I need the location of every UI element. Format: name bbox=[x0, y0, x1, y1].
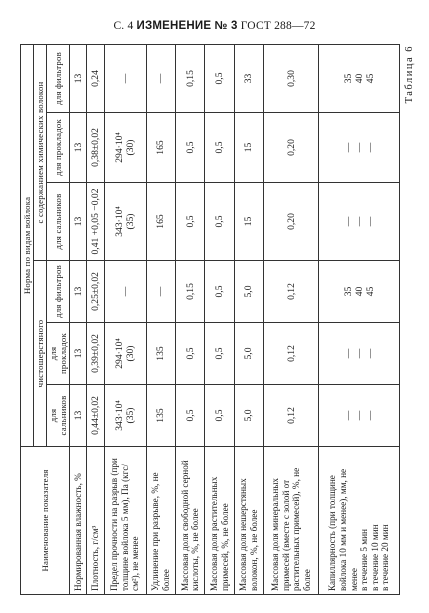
page-header bbox=[0, 20, 429, 32]
value-cell: 35 40 45 bbox=[319, 44, 400, 112]
value-cell: 0,24 bbox=[87, 44, 104, 112]
value-cell: — — — bbox=[319, 183, 400, 261]
value-cell: — bbox=[146, 44, 175, 112]
header-sub: для фильтров bbox=[47, 44, 70, 112]
value-cell: 5,0 bbox=[234, 261, 263, 323]
value-cell: 294·10⁴ (30) bbox=[104, 113, 146, 183]
value-cell: 343·10⁴ (35) bbox=[104, 385, 146, 447]
value-cell: 294·10⁴ (30) bbox=[104, 323, 146, 385]
table-row bbox=[264, 44, 319, 594]
value-cell: 13 bbox=[70, 323, 87, 385]
page-number: С. 4 bbox=[113, 20, 134, 32]
header-indicator: Наименование показателя bbox=[21, 447, 70, 595]
value-cell: — — — bbox=[319, 323, 400, 385]
value-cell: 0,5 bbox=[176, 113, 205, 183]
value-cell: 13 bbox=[70, 113, 87, 183]
rotated-table-area bbox=[20, 45, 415, 595]
standard-code: ГОСТ 288—72 bbox=[240, 20, 316, 32]
header-group-chem: с содержанием химических волокон bbox=[34, 44, 47, 260]
value-cell: 0,15 bbox=[176, 44, 205, 112]
table-row bbox=[70, 44, 87, 594]
value-cell: 343·10⁴ (35) bbox=[104, 183, 146, 261]
value-cell: 0,15 bbox=[176, 261, 205, 323]
header-sub: для сальников bbox=[47, 183, 70, 261]
value-cell: 15 bbox=[234, 113, 263, 183]
value-cell: 0,5 bbox=[176, 183, 205, 261]
header-sub: для прокладок bbox=[47, 113, 70, 183]
table-row bbox=[176, 44, 205, 594]
value-cell: 165 bbox=[146, 113, 175, 183]
value-cell: 0,5 bbox=[205, 261, 234, 323]
header-sub: для сальников bbox=[47, 385, 70, 447]
indicator-name: Плотность, г/см³ bbox=[87, 447, 104, 595]
value-cell: — bbox=[104, 261, 146, 323]
table-body bbox=[70, 44, 400, 594]
value-cell: — — — bbox=[319, 113, 400, 183]
value-cell: — bbox=[146, 261, 175, 323]
header-norm: Норма по видам войлока bbox=[21, 44, 34, 446]
value-cell: 0,5 bbox=[205, 385, 234, 447]
header-group-wool: чистошерстяного bbox=[34, 261, 47, 447]
value-cell: 0,5 bbox=[205, 44, 234, 112]
value-cell: 0,44±0,02 bbox=[87, 385, 104, 447]
change-title: ИЗМЕНЕНИЕ № 3 bbox=[136, 20, 238, 32]
indicator-name: Удлинение при разрыве, %, не более bbox=[146, 447, 175, 595]
value-cell: 0,41 +0,05 −0,02 bbox=[87, 183, 104, 261]
value-cell: 35 40 45 bbox=[319, 261, 400, 323]
table-row bbox=[146, 44, 175, 594]
value-cell: 0,5 bbox=[205, 183, 234, 261]
indicator-name: Предел прочности на разрыв (при толщине войлока 5 мм), Па (кгс/см²), не менее bbox=[104, 447, 146, 595]
indicator-name: Капиллярность (при толщине войлока 10 мм и менее), мм, не менее в течение 5 мин в течение 10 мин в течение 20 мин bbox=[319, 447, 400, 595]
value-cell: 13 bbox=[70, 385, 87, 447]
value-cell: 0,5 bbox=[176, 323, 205, 385]
value-cell: 0,20 bbox=[264, 183, 319, 261]
value-cell: 0,30 bbox=[264, 44, 319, 112]
value-cell: 13 bbox=[70, 44, 87, 112]
value-cell: 13 bbox=[70, 183, 87, 261]
value-cell: 0,39±0,02 bbox=[87, 323, 104, 385]
value-cell: 0,5 bbox=[205, 113, 234, 183]
value-cell: 33 bbox=[234, 44, 263, 112]
indicator-name: Нормированная влажность, % bbox=[70, 447, 87, 595]
value-cell: 0,12 bbox=[264, 323, 319, 385]
table-row bbox=[319, 44, 400, 594]
header-sub: для прокладок bbox=[47, 323, 70, 385]
indicator-name: Массовая доля свободной серной кислоты, %, не более bbox=[176, 447, 205, 595]
indicator-name: Массовая доля минеральных примесей (вместе с золой от растительных примесей), %, не более bbox=[264, 447, 319, 595]
value-cell: 0,5 bbox=[176, 385, 205, 447]
value-cell: — bbox=[104, 44, 146, 112]
value-cell: 0,25±0,02 bbox=[87, 261, 104, 323]
spec-table bbox=[20, 44, 400, 595]
value-cell: 135 bbox=[146, 385, 175, 447]
value-cell: 0,20 bbox=[264, 113, 319, 183]
table-title: Таблица 6 bbox=[404, 45, 415, 104]
value-cell: 0,5 bbox=[205, 323, 234, 385]
value-cell: 5,0 bbox=[234, 323, 263, 385]
value-cell: 13 bbox=[70, 261, 87, 323]
table-row bbox=[234, 44, 263, 594]
value-cell: 165 bbox=[146, 183, 175, 261]
table-row bbox=[87, 44, 104, 594]
value-cell: 0,12 bbox=[264, 385, 319, 447]
value-cell: 0,38±0,02 bbox=[87, 113, 104, 183]
value-cell: 15 bbox=[234, 183, 263, 261]
value-cell: 5,0 bbox=[234, 385, 263, 447]
header-sub: для фильтров bbox=[47, 261, 70, 323]
value-cell: 0,12 bbox=[264, 261, 319, 323]
value-cell: 135 bbox=[146, 323, 175, 385]
value-cell: — — — bbox=[319, 385, 400, 447]
indicator-name: Массовая доля растительных примесей, %, не более bbox=[205, 447, 234, 595]
table-row bbox=[205, 44, 234, 594]
indicator-name: Массовая доля нешерстяных волокон, %, не более bbox=[234, 447, 263, 595]
table-row bbox=[104, 44, 146, 594]
